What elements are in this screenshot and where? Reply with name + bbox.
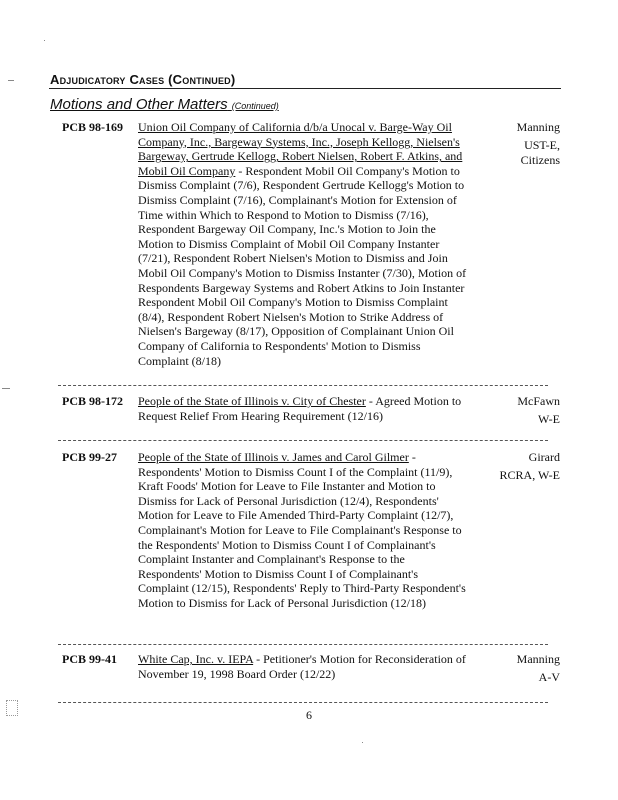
case-meta [464,652,560,685]
case-code: W-E [538,412,560,426]
case-number: PCB 98-172 [62,394,123,408]
case-meta [464,450,560,483]
case-staff: Girard [528,450,560,464]
scan-speck [2,388,10,389]
scan-speck [362,742,363,743]
case-number: PCB 99-27 [62,450,117,464]
case-title: People of the State of Illinois v. City of Chester [138,394,366,408]
section-title-text: Motions and Other Matters [50,96,228,113]
case-meta [464,394,560,427]
case-code: UST-E, Citizens [520,138,560,167]
scan-speck [6,700,18,716]
case-meta [464,120,560,168]
case-description: - Respondent Mobil Oil Company's Motion to Dismiss Complaint (7/6), Respondent Gertrude Kellogg's Motion to Dismiss Complaint (7/16), Complainant's Motion for Extension of Time within Which to Respond to Motion to Dismiss (7/16), Respondent Bargeway Oil Company, Inc.'s Motion to Join the Motion to Dismiss Complaint of Mobil Oil Company Instanter (7/21), Respondent Robert Nielsen's Motion to Dismiss and Join Mobil Oil Company's Motion to Dismiss Instanter (7/30), Motion of Respondents Bargeway Systems and Robert Atkins to Join Instanter Respondent Mobil Oil Company's Motion to Dismiss Complaint (8/4), Respondent Robert Nielsen's Motion to Strike Address of Nielsen's Bargeway (8/17), Opposition of Complainant Union Oil Company of California to Respondents' Motion to Dismiss Complaint (8/18) [138,163,467,368]
case-body [138,120,468,368]
section-title [50,96,279,113]
header-rule [49,88,561,89]
case-body [138,394,468,423]
case-code: A-V [538,670,560,684]
entry-divider [58,440,548,441]
case-title: People of the State of Illinois v. James and Carol Gilmer [138,450,409,464]
case-description: - Agreed Motion to Request Relief From Hearing Requirement (12/16) [138,394,462,423]
entry-divider [58,702,548,703]
page-number: 6 [306,708,312,722]
scan-speck [8,80,14,81]
case-description: - Respondents' Motion to Dismiss Count I of the Complaint (11/9), Kraft Foods' Motion for Leave to File Instanter and Motion to Dismiss for Lack of Personal Jurisdiction (12/4), Respondents' Motion for Leave to File Amended Third-Party Complaint (12/7), Complainant's Motion for Leave to File Complainant's Response to the Respondents' Motion to Dismiss Count I of Complainant's Complaint Instanter and Complainant's Response to the Respondents' Motion to Dismiss Count I of Complainant's Complaint (12/15), Respondents' Reply to Third-Party Respondent's Motion to Dismiss for Lack of Personal Jurisdiction (12/18) [138,450,466,610]
scan-speck [44,40,45,41]
case-staff: McFawn [517,394,560,408]
entry-divider [58,385,548,386]
page-header-title [50,72,235,87]
case-title: White Cap, Inc. v. IEPA [138,652,254,666]
case-number: PCB 98-169 [62,120,123,134]
case-description: - Petitioner's Motion for Reconsideration of November 19, 1998 Board Order (12/22) [138,652,466,681]
entry-divider [58,644,548,645]
case-body [138,652,468,681]
case-code: RCRA, W-E [499,468,560,482]
case-body [138,450,468,611]
case-staff: Manning [516,120,560,134]
case-staff: Manning [516,652,560,666]
section-note: (Continued) [231,101,279,111]
header-title-text: Adjudicatory Cases (Continued) [50,72,236,87]
case-number: PCB 99-41 [62,652,117,666]
case-title: Union Oil Company of California d/b/a Unocal v. Barge-Way Oil Company, Inc., Bargeway Systems, Inc., Joseph Kellogg, Nielsen's Bargeway, Gertrude Kellogg, Robert Nielsen, Robert F. Atkins, and Mobil Oil Company [138,120,463,178]
